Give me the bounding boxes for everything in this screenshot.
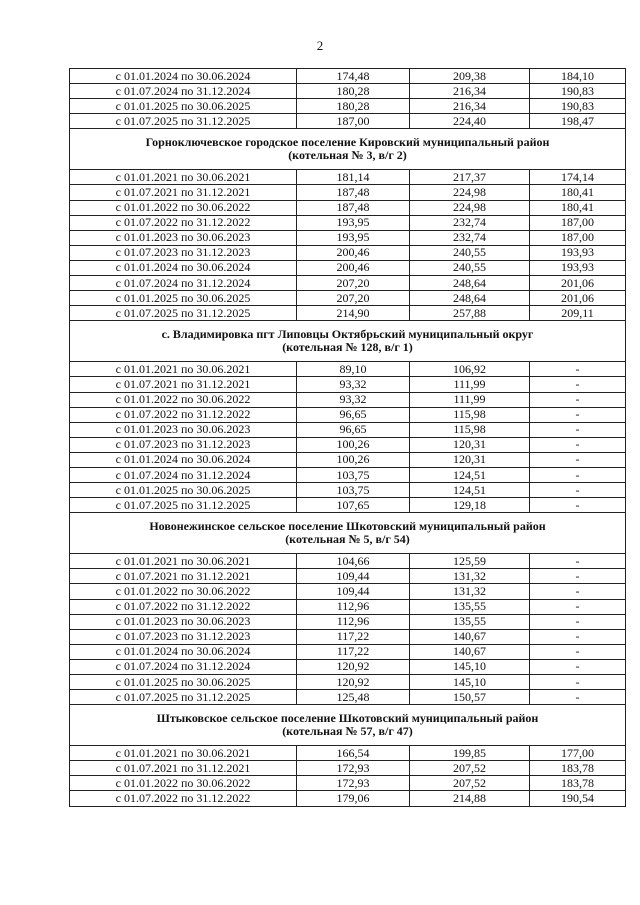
section-title: Штыковское сельское поселение Шкотовский муниципальный район [156, 711, 539, 726]
table-row [70, 392, 626, 407]
section-header [70, 129, 626, 170]
tariff-value-3-cell: 174,14 [530, 170, 626, 185]
period-cell: с 01.01.2022 по 30.06.2022 [70, 392, 297, 407]
tariff-value-3-cell: 184,10 [530, 69, 626, 84]
section-title: Горноключевское городское поселение Кировский муниципальный район [145, 135, 550, 150]
tariff-table [69, 68, 626, 807]
table-row [70, 761, 626, 776]
tariff-value-1-cell: 181,14 [297, 170, 410, 185]
tariff-value-2-cell: 131,32 [410, 584, 530, 599]
period-cell: с 01.01.2021 по 30.06.2021 [70, 170, 297, 185]
table-row [70, 306, 626, 321]
tariff-value-2-cell: 131,32 [410, 569, 530, 584]
tariff-value-2-cell: 115,98 [410, 422, 530, 437]
tariff-value-3-cell: - [530, 362, 626, 377]
table-row [70, 498, 626, 513]
period-cell: с 01.01.2024 по 30.06.2024 [70, 452, 297, 467]
period-cell: с 01.07.2021 по 31.12.2021 [70, 185, 297, 200]
table-row [70, 629, 626, 644]
table-row [70, 260, 626, 275]
tariff-value-1-cell: 200,46 [297, 245, 410, 260]
tariff-value-1-cell: 172,93 [297, 761, 410, 776]
tariff-value-1-cell: 180,28 [297, 99, 410, 114]
tariff-value-1-cell: 103,75 [297, 483, 410, 498]
tariff-value-2-cell: 120,31 [410, 437, 530, 452]
table-row [70, 690, 626, 705]
tariff-value-2-cell: 129,18 [410, 498, 530, 513]
period-cell: с 01.07.2023 по 31.12.2023 [70, 629, 297, 644]
period-cell: с 01.07.2021 по 31.12.2021 [70, 377, 297, 392]
tariff-value-2-cell: 207,52 [410, 761, 530, 776]
tariff-value-1-cell: 120,92 [297, 659, 410, 674]
table-row [70, 644, 626, 659]
tariff-value-2-cell: 150,57 [410, 690, 530, 705]
tariff-value-3-cell: - [530, 452, 626, 467]
tariff-value-2-cell: 232,74 [410, 230, 530, 245]
section-header-row [70, 321, 626, 362]
period-cell: с 01.07.2024 по 31.12.2024 [70, 84, 297, 99]
tariff-value-2-cell: 216,34 [410, 84, 530, 99]
tariff-value-1-cell: 89,10 [297, 362, 410, 377]
tariff-value-3-cell: 190,83 [530, 84, 626, 99]
tariff-value-2-cell: 207,52 [410, 776, 530, 791]
tariff-value-1-cell: 200,46 [297, 260, 410, 275]
tariff-value-3-cell: 201,06 [530, 276, 626, 291]
tariff-value-3-cell: 180,41 [530, 185, 626, 200]
tariff-value-3-cell: 187,00 [530, 230, 626, 245]
tariff-value-2-cell: 209,38 [410, 69, 530, 84]
tariff-value-1-cell: 112,96 [297, 614, 410, 629]
tariff-value-1-cell: 207,20 [297, 276, 410, 291]
tariff-value-1-cell: 187,48 [297, 185, 410, 200]
tariff-value-3-cell: 187,00 [530, 215, 626, 230]
table-row [70, 599, 626, 614]
period-cell: с 01.01.2022 по 30.06.2022 [70, 200, 297, 215]
tariff-value-1-cell: 104,66 [297, 554, 410, 569]
period-cell: с 01.01.2023 по 30.06.2023 [70, 614, 297, 629]
period-cell: с 01.01.2025 по 30.06.2025 [70, 99, 297, 114]
tariff-value-1-cell: 193,95 [297, 215, 410, 230]
tariff-value-3-cell: 183,78 [530, 761, 626, 776]
tariff-value-3-cell: - [530, 675, 626, 690]
tariff-value-1-cell: 214,90 [297, 306, 410, 321]
tariff-value-3-cell: - [530, 407, 626, 422]
section-subtitle: (котельная № 57, в/г 47) [282, 724, 413, 739]
tariff-value-1-cell: 100,26 [297, 452, 410, 467]
period-cell: с 01.01.2023 по 30.06.2023 [70, 422, 297, 437]
tariff-value-3-cell: - [530, 584, 626, 599]
table-row [70, 584, 626, 599]
tariff-value-2-cell: 124,51 [410, 483, 530, 498]
tariff-value-3-cell: - [530, 614, 626, 629]
tariff-value-3-cell: 183,78 [530, 776, 626, 791]
tariff-value-2-cell: 240,55 [410, 260, 530, 275]
section-header-row [70, 129, 626, 170]
tariff-value-3-cell: 198,47 [530, 114, 626, 129]
period-cell: с 01.07.2022 по 31.12.2022 [70, 599, 297, 614]
section-header-row [70, 705, 626, 746]
tariff-value-2-cell: 111,99 [410, 377, 530, 392]
table-row [70, 746, 626, 761]
tariff-value-1-cell: 172,93 [297, 776, 410, 791]
tariff-value-1-cell: 117,22 [297, 629, 410, 644]
tariff-value-3-cell: - [530, 659, 626, 674]
tariff-value-1-cell: 193,95 [297, 230, 410, 245]
tariff-value-1-cell: 109,44 [297, 584, 410, 599]
tariff-value-3-cell: - [530, 644, 626, 659]
tariff-value-3-cell: - [530, 498, 626, 513]
period-cell: с 01.01.2024 по 30.06.2024 [70, 260, 297, 275]
tariff-value-3-cell: 177,00 [530, 746, 626, 761]
tariff-value-2-cell: 217,37 [410, 170, 530, 185]
tariff-value-2-cell: 214,88 [410, 791, 530, 806]
tariff-value-2-cell: 124,51 [410, 467, 530, 482]
tariff-value-2-cell: 145,10 [410, 675, 530, 690]
period-cell: с 01.07.2025 по 31.12.2025 [70, 306, 297, 321]
period-cell: с 01.07.2021 по 31.12.2021 [70, 761, 297, 776]
table-row [70, 185, 626, 200]
period-cell: с 01.01.2021 по 30.06.2021 [70, 554, 297, 569]
table-row [70, 437, 626, 452]
tariff-value-3-cell: 190,54 [530, 791, 626, 806]
tariff-value-3-cell: 190,83 [530, 99, 626, 114]
table-row [70, 230, 626, 245]
period-cell: с 01.07.2024 по 31.12.2024 [70, 276, 297, 291]
tariff-value-1-cell: 109,44 [297, 569, 410, 584]
table-row [70, 422, 626, 437]
tariff-table-body [70, 69, 626, 807]
tariff-value-1-cell: 117,22 [297, 644, 410, 659]
period-cell: с 01.01.2022 по 30.06.2022 [70, 584, 297, 599]
tariff-value-2-cell: 248,64 [410, 276, 530, 291]
table-row [70, 407, 626, 422]
tariff-value-2-cell: 232,74 [410, 215, 530, 230]
tariff-value-2-cell: 199,85 [410, 746, 530, 761]
table-row [70, 84, 626, 99]
period-cell: с 01.07.2022 по 31.12.2022 [70, 407, 297, 422]
tariff-value-2-cell: 224,98 [410, 185, 530, 200]
tariff-value-1-cell: 96,65 [297, 407, 410, 422]
period-cell: с 01.01.2024 по 30.06.2024 [70, 69, 297, 84]
table-row [70, 291, 626, 306]
period-cell: с 01.07.2023 по 31.12.2023 [70, 245, 297, 260]
tariff-value-1-cell: 207,20 [297, 291, 410, 306]
tariff-value-3-cell: - [530, 629, 626, 644]
period-cell: с 01.01.2025 по 30.06.2025 [70, 675, 297, 690]
table-row [70, 276, 626, 291]
tariff-value-1-cell: 103,75 [297, 467, 410, 482]
tariff-value-1-cell: 93,32 [297, 392, 410, 407]
tariff-value-3-cell: - [530, 483, 626, 498]
table-row [70, 452, 626, 467]
page-number: 2 [316, 38, 324, 53]
section-subtitle: (котельная № 5, в/г 54) [285, 532, 410, 547]
period-cell: с 01.07.2024 по 31.12.2024 [70, 659, 297, 674]
table-row [70, 362, 626, 377]
tariff-value-3-cell: - [530, 422, 626, 437]
tariff-value-1-cell: 100,26 [297, 437, 410, 452]
tariff-value-1-cell: 125,48 [297, 690, 410, 705]
tariff-value-3-cell: 209,11 [530, 306, 626, 321]
tariff-value-1-cell: 112,96 [297, 599, 410, 614]
tariff-value-1-cell: 179,06 [297, 791, 410, 806]
section-header-row [70, 513, 626, 554]
period-cell: с 01.01.2025 по 30.06.2025 [70, 483, 297, 498]
table-row [70, 791, 626, 806]
tariff-value-2-cell: 257,88 [410, 306, 530, 321]
tariff-value-2-cell: 111,99 [410, 392, 530, 407]
period-cell: с 01.01.2021 по 30.06.2021 [70, 746, 297, 761]
tariff-value-2-cell: 240,55 [410, 245, 530, 260]
period-cell: с 01.07.2025 по 31.12.2025 [70, 114, 297, 129]
section-header [70, 705, 626, 746]
section-subtitle: (котельная № 128, в/г 1) [282, 340, 413, 355]
tariff-value-2-cell: 224,98 [410, 200, 530, 215]
tariff-value-3-cell: 193,93 [530, 260, 626, 275]
tariff-value-3-cell: 193,93 [530, 245, 626, 260]
tariff-value-1-cell: 120,92 [297, 675, 410, 690]
period-cell: с 01.07.2025 по 31.12.2025 [70, 690, 297, 705]
table-row [70, 614, 626, 629]
table-row [70, 99, 626, 114]
tariff-value-2-cell: 106,92 [410, 362, 530, 377]
tariff-value-3-cell: - [530, 599, 626, 614]
tariff-value-1-cell: 180,28 [297, 84, 410, 99]
period-cell: с 01.01.2024 по 30.06.2024 [70, 644, 297, 659]
tariff-value-1-cell: 187,00 [297, 114, 410, 129]
tariff-value-2-cell: 125,59 [410, 554, 530, 569]
period-cell: с 01.07.2024 по 31.12.2024 [70, 467, 297, 482]
table-row [70, 776, 626, 791]
tariff-value-2-cell: 115,98 [410, 407, 530, 422]
tariff-value-3-cell: - [530, 690, 626, 705]
tariff-value-2-cell: 135,55 [410, 614, 530, 629]
tariff-value-1-cell: 174,48 [297, 69, 410, 84]
tariff-value-3-cell: - [530, 437, 626, 452]
table-row [70, 554, 626, 569]
tariff-value-2-cell: 224,40 [410, 114, 530, 129]
period-cell: с 01.01.2025 по 30.06.2025 [70, 291, 297, 306]
tariff-value-3-cell: 201,06 [530, 291, 626, 306]
tariff-value-2-cell: 145,10 [410, 659, 530, 674]
table-row [70, 245, 626, 260]
table-row [70, 69, 626, 84]
tariff-value-3-cell: - [530, 569, 626, 584]
period-cell: с 01.07.2022 по 31.12.2022 [70, 791, 297, 806]
section-header [70, 321, 626, 362]
period-cell: с 01.01.2021 по 30.06.2021 [70, 362, 297, 377]
period-cell: с 01.07.2023 по 31.12.2023 [70, 437, 297, 452]
period-cell: с 01.07.2022 по 31.12.2022 [70, 215, 297, 230]
tariff-value-1-cell: 93,32 [297, 377, 410, 392]
tariff-value-1-cell: 96,65 [297, 422, 410, 437]
table-row [70, 467, 626, 482]
tariff-value-2-cell: 120,31 [410, 452, 530, 467]
table-row [70, 215, 626, 230]
section-title: с. Владимировка пгт Липовцы Октябрьский муниципальный округ [161, 327, 534, 342]
tariff-value-1-cell: 187,48 [297, 200, 410, 215]
table-row [70, 114, 626, 129]
section-title: Новонежинское сельское поселение Шкотовский муниципальный район [149, 519, 546, 534]
table-row [70, 377, 626, 392]
period-cell: с 01.01.2023 по 30.06.2023 [70, 230, 297, 245]
period-cell: с 01.01.2022 по 30.06.2022 [70, 776, 297, 791]
section-subtitle: (котельная № 3, в/г 2) [288, 148, 407, 163]
tariff-value-2-cell: 140,67 [410, 644, 530, 659]
tariff-value-1-cell: 166,54 [297, 746, 410, 761]
table-row [70, 200, 626, 215]
table-row [70, 483, 626, 498]
period-cell: с 01.07.2025 по 31.12.2025 [70, 498, 297, 513]
table-row [70, 170, 626, 185]
tariff-value-3-cell: 180,41 [530, 200, 626, 215]
table-row [70, 659, 626, 674]
tariff-value-3-cell: - [530, 377, 626, 392]
tariff-value-3-cell: - [530, 554, 626, 569]
table-row [70, 569, 626, 584]
section-header [70, 513, 626, 554]
table-row [70, 675, 626, 690]
tariff-value-3-cell: - [530, 467, 626, 482]
tariff-value-2-cell: 248,64 [410, 291, 530, 306]
tariff-value-2-cell: 216,34 [410, 99, 530, 114]
tariff-value-1-cell: 107,65 [297, 498, 410, 513]
tariff-value-2-cell: 140,67 [410, 629, 530, 644]
tariff-value-2-cell: 135,55 [410, 599, 530, 614]
tariff-value-3-cell: - [530, 392, 626, 407]
period-cell: с 01.07.2021 по 31.12.2021 [70, 569, 297, 584]
